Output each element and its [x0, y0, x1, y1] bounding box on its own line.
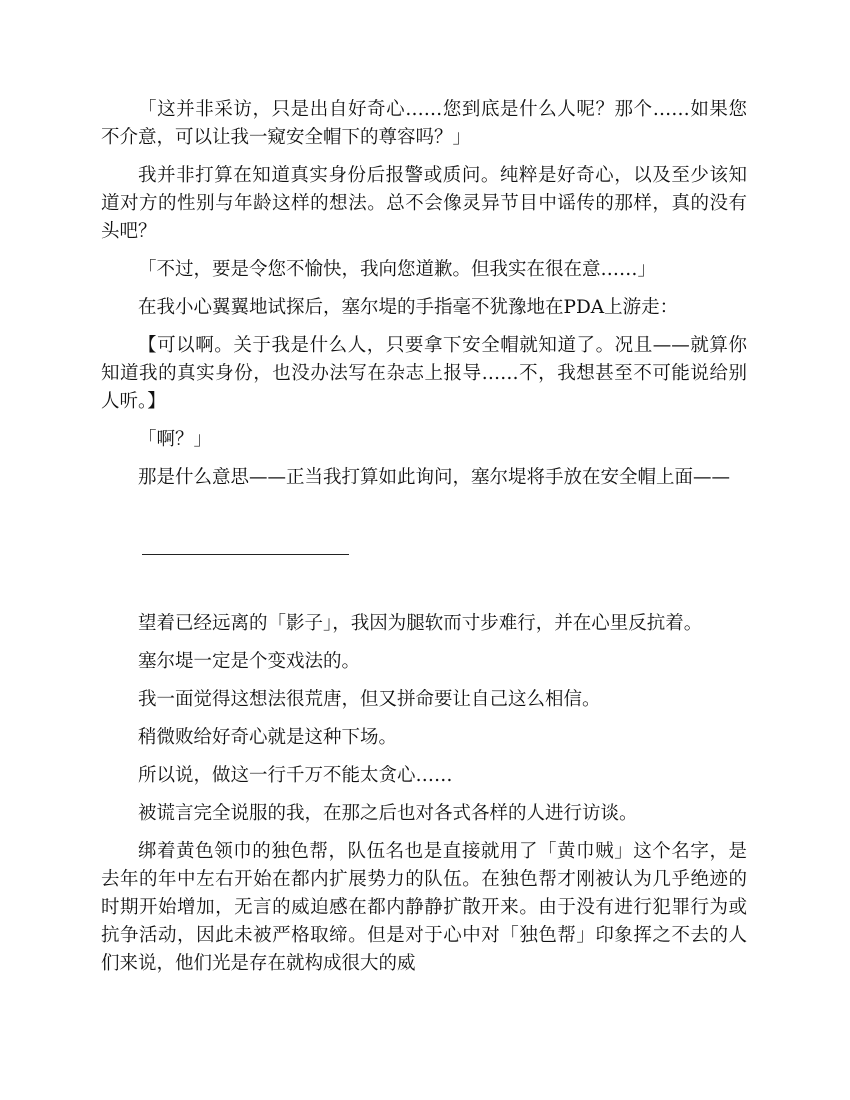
section-one: [101, 96, 747, 492]
paragraph: 在我小心翼翼地试探后，塞尔堤的手指毫不犹豫地在PDA上游走：: [138, 297, 679, 318]
scene-break: [101, 502, 747, 610]
paragraph: 稍微败给好奇心就是这种下场。: [138, 727, 398, 748]
paragraph: 望着已经远离的「影子」，我因为腿软而寸步难行，并在心里反抗着。: [138, 613, 703, 634]
paragraph: 所以说，做这一行千万不能太贪心……: [138, 765, 453, 786]
paragraph: 塞尔堤一定是个变戏法的。: [138, 651, 361, 672]
paragraph: 我并非打算在知道真实身份后报警或质问。纯粹是好奇心，以及至少该知道对方的性别与年龄这样的想法。总不会像灵异节目中谣传的那样，真的没有头吧？: [101, 165, 747, 242]
paragraph: 「啊？」: [138, 429, 213, 450]
paragraph: 【可以啊。关于我是什么人，只要拿下安全帽就知道了。况且——就算你知道我的真实身份，也没办法写在杂志上报导……不，我想甚至不可能说给别人听。】: [101, 335, 747, 412]
paragraph: 那是什么意思——正当我打算如此询问，塞尔堤将手放在安全帽上面——: [138, 467, 731, 488]
paragraph: 绑着黄色领巾的独色帮，队伍名也是直接就用了「黄巾贼」这个名字，是去年的年中左右开始在都内扩展势力的队伍。在独色帮才刚被认为几乎绝迹的时期开始增加，无言的威迫感在都内静静扩散开来。由于没有进行犯罪行为或抗争活动，因此未被严格取缔。但是对于心中对「独色帮」印象挥之不去的人们来说，他们光是存在就构成很大的威: [101, 841, 747, 974]
paragraph: 被谎言完全说服的我，在那之后也对各式各样的人进行访谈。: [138, 803, 638, 824]
document-page: [101, 96, 747, 988]
paragraph: 「这并非采访，只是出自好奇心……您到底是什么人呢？那个……如果您不介意，可以让我一窥安全帽下的尊容吗？」: [101, 99, 747, 148]
section-two: [101, 610, 747, 978]
paragraph: 「不过，要是令您不愉快，我向您道歉。但我实在很在意……」: [138, 259, 657, 280]
scene-break-line: [142, 554, 349, 555]
paragraph: 我一面觉得这想法很荒唐，但又拼命要让自己这么相信。: [138, 689, 601, 710]
